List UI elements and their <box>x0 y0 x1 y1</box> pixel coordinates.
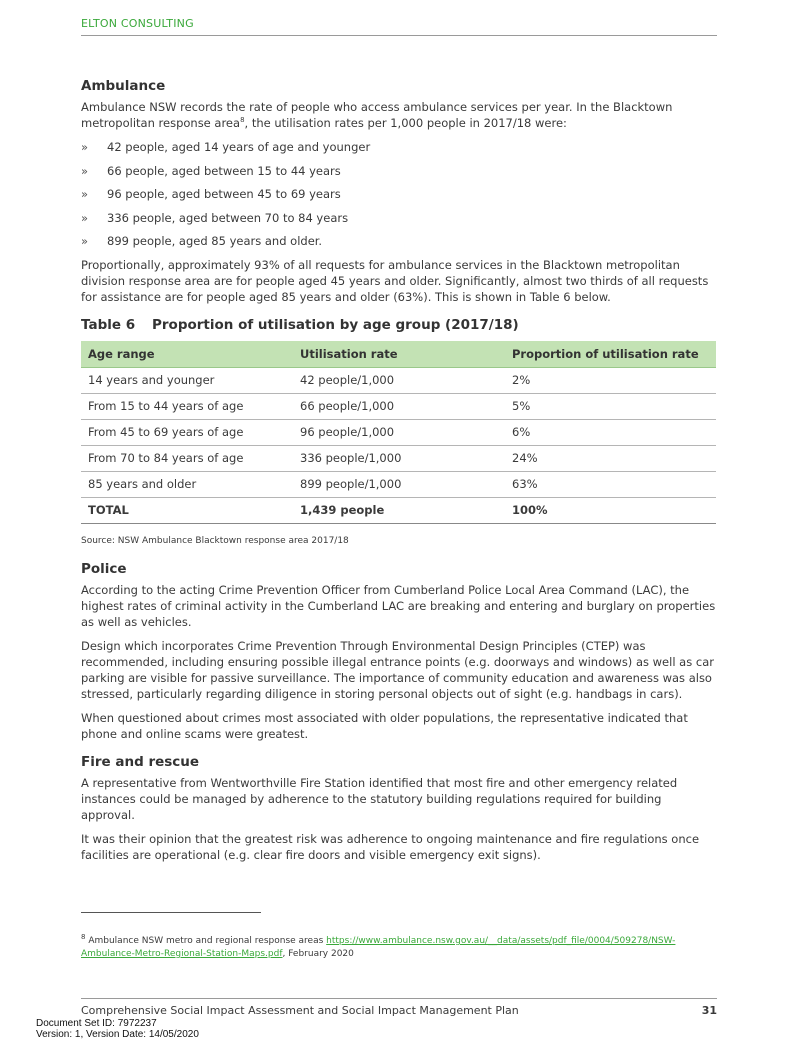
table-total-row <box>81 497 716 523</box>
table-cell: 24% <box>505 445 716 471</box>
bullet-icon: » <box>81 187 89 201</box>
table-number: Table 6 <box>81 316 136 333</box>
ambulance-bullet-list <box>81 139 717 249</box>
list-item: » 96 people, aged between 45 to 69 years <box>81 187 341 201</box>
footnote-suffix: , February 2020 <box>282 949 354 959</box>
ambulance-intro: Ambulance NSW records the rate of people who access ambulance services per year. In the Blacktown metropolitan response area$^8$, the utilisation rates per 1,000 people in 2017/18 were: <box>81 100 673 130</box>
bullet-icon: » <box>81 163 89 178</box>
page-footer <box>81 998 717 1017</box>
fire-paragraph: It was their opinion that the greatest risk was adherence to ongoing maintenance and fire regulations once facilities are operational (e.g. clear fire doors and visible emergency exit signs). <box>81 831 700 862</box>
police-paragraph: Design which incorporates Crime Prevention Through Environmental Design Principles (CTEP) was recommended, including ensuring possible illegal entrance points (e.g. doorways and windows) as well as car parking are visible for passive surveillance. The importance of community education and awareness was also stressed, particularly regarding diligence in storing personal objects out of sight (e.g. handbags in cars). <box>81 638 714 701</box>
table-header-row <box>81 341 716 368</box>
table-cell: 100% <box>505 497 716 523</box>
fire-paragraph: A representative from Wentworthville Fire Station identified that most fire and other emergency related instances could be managed by adherence to the statutory building regulations required for building approval. <box>81 775 678 822</box>
fire-heading: Fire and rescue <box>81 753 200 770</box>
table-row <box>81 393 716 419</box>
police-paragraph: When questioned about crimes most associated with older populations, the representative indicated that phone and online scams were greatest. <box>81 710 688 741</box>
footnote-text: Ambulance NSW metro and regional response areas <box>88 936 324 946</box>
police-heading: Police <box>81 560 127 577</box>
page-content <box>81 78 717 871</box>
bullet-icon: » <box>81 210 89 225</box>
bullet-icon: » <box>81 140 89 154</box>
table-cell: From 70 to 84 years of age <box>81 445 293 471</box>
table-row <box>81 367 716 393</box>
footnote-marker: 8 <box>81 933 86 941</box>
list-item: » 899 people, aged 85 years and older. <box>81 234 323 248</box>
footnote-link[interactable]: https://www.ambulance.nsw.gov.au/__data/assets/pdf_file/0004/509278/NSW-Ambulance-Metro-Regional-Station-Maps.pdf <box>81 936 676 959</box>
list-item: » 42 people, aged 14 years of age and younger <box>81 140 371 154</box>
ambulance-proportion: Proportionally, approximately 93% of all requests for ambulance services in the Blacktown metropolitan division response area are for people aged 45 years and older. Significantly, almost two thirds of all requests for assistance are for people aged 85 years and older (63%). This is shown in Table 6 below. <box>81 257 709 304</box>
list-item: » 336 people, aged between 70 to 84 years <box>81 210 349 225</box>
column-header: Utilisation rate <box>293 341 505 368</box>
document-set-id: Document Set ID: 7972237 <box>36 1018 157 1029</box>
table-row <box>81 419 716 445</box>
page-header <box>81 17 717 36</box>
table-cell: 336 people/1,000 <box>293 445 505 471</box>
column-header: Age range <box>81 341 293 368</box>
table-cell: 85 years and older <box>81 471 293 497</box>
table-row <box>81 471 716 497</box>
table-cell: TOTAL <box>81 497 293 523</box>
table-cell: 63% <box>505 471 716 497</box>
table-cell: 2% <box>505 367 716 393</box>
bullet-icon: » <box>81 234 89 248</box>
table-cell: From 45 to 69 years of age <box>81 419 293 445</box>
table-cell: 899 people/1,000 <box>293 471 505 497</box>
police-paragraph: According to the acting Crime Prevention Officer from Cumberland Police Local Area Command (LAC), the highest rates of criminal activity in the Cumberland LAC are breaking and entering and burglary on properties as well as vehicles. <box>81 582 716 629</box>
footnote-divider <box>81 912 261 913</box>
table-cell: 66 people/1,000 <box>293 393 505 419</box>
table-row <box>81 445 716 471</box>
table-cell: 1,439 people <box>293 497 505 523</box>
footer-title: Comprehensive Social Impact Assessment and Social Impact Management Plan <box>81 1004 519 1017</box>
table-cell: 14 years and younger <box>81 367 293 393</box>
table-cell: From 15 to 44 years of age <box>81 393 293 419</box>
table-cell: 5% <box>505 393 716 419</box>
header-org: ELTON CONSULTING <box>81 17 194 30</box>
page-number: 31 <box>701 1004 717 1017</box>
list-item: » 66 people, aged between 15 to 44 years <box>81 163 341 178</box>
table-cell: 6% <box>505 419 716 445</box>
table-caption <box>81 317 717 333</box>
table-source: Source: NSW Ambulance Blacktown response area 2017/18 <box>81 535 349 546</box>
table-title: Proportion of utilisation by age group (2017/18) <box>152 316 519 333</box>
utilisation-table <box>81 341 716 524</box>
document-version: Version: 1, Version Date: 14/05/2020 <box>36 1029 199 1040</box>
table-cell: 96 people/1,000 <box>293 419 505 445</box>
footnote <box>81 935 717 961</box>
table-cell: 42 people/1,000 <box>293 367 505 393</box>
column-header: Proportion of utilisation rate <box>505 341 716 368</box>
ambulance-heading: Ambulance <box>81 78 166 94</box>
footnote-ref[interactable]: 8 <box>240 116 245 125</box>
